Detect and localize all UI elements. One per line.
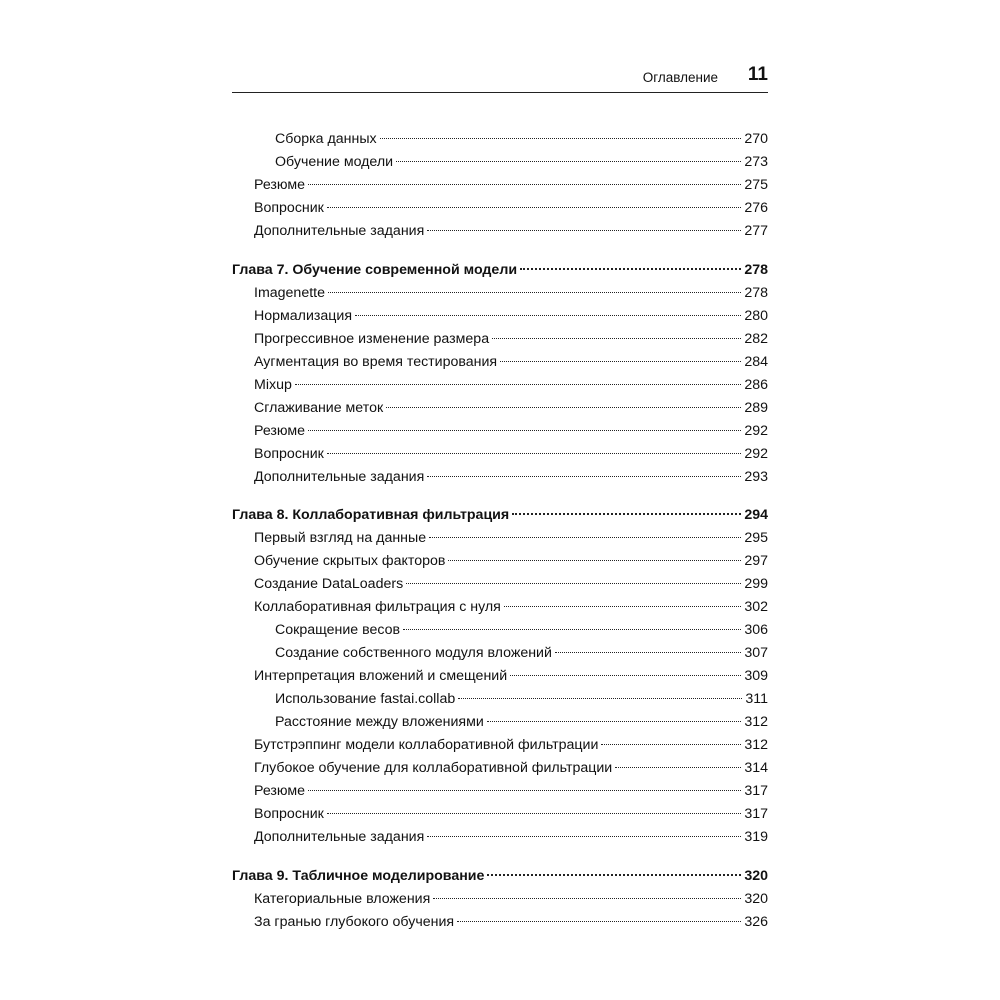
toc-entry [254,597,768,617]
dot-leader [555,652,741,653]
dot-leader [520,268,741,270]
entry-page-number: 278 [744,285,768,301]
dot-leader [457,921,741,922]
toc-entry [275,712,768,732]
toc-entry [254,421,768,441]
entry-page-number: 307 [744,645,768,661]
entry-page-number: 306 [744,622,768,638]
toc-entry [254,329,768,349]
entry-page-number: 284 [744,354,768,370]
entry-page-number: 317 [744,783,768,799]
dot-leader [380,138,742,139]
dot-leader [492,338,741,339]
dot-leader [615,767,741,768]
entry-page-number: 270 [744,131,768,147]
toc-entry [254,467,768,487]
toc-entry [254,306,768,326]
toc-entry [275,643,768,663]
dot-leader [386,407,741,408]
dot-leader [327,207,741,208]
entry-page-number: 273 [744,154,768,170]
entry-title: Интерпретация вложений и смещений [254,668,508,684]
toc-entry [254,827,768,847]
chapter-entry [232,505,768,525]
dot-leader [295,384,741,385]
toc-entry [254,352,768,372]
toc-entry [254,551,768,571]
toc-entry [254,398,768,418]
entry-title: Использование fastai.collab [275,691,456,707]
entry-title: Нормализация [254,308,353,324]
entry-page-number: 275 [744,177,768,193]
toc-entry [254,375,768,395]
toc-entry [254,175,768,195]
entry-title: Резюме [254,423,306,439]
entry-page-number: 326 [744,914,768,930]
chapter-entry [232,260,768,280]
entry-title: За гранью глубокого обучения [254,914,455,930]
dot-leader [429,537,741,538]
entry-page-number: 314 [744,760,768,776]
entry-title: Расстояние между вложениями [275,714,484,730]
dot-leader [601,744,741,745]
entry-page-number: 302 [744,599,768,615]
entry-title: Первый взгляд на данные [254,530,427,546]
page-number: 11 [747,64,768,85]
entry-page-number: 309 [744,668,768,684]
toc-entry [254,666,768,686]
dot-leader [403,629,741,630]
dot-leader [427,476,741,477]
entry-page-number: 320 [744,868,768,884]
entry-title: Глава 7. Обучение современной модели [232,262,518,278]
entry-page-number: 319 [744,829,768,845]
dot-leader [308,790,741,791]
toc-entry [254,889,768,909]
entry-page-number: 294 [744,507,768,523]
entry-title: Категориальные вложения [254,891,431,907]
dot-leader [458,698,742,699]
toc-entry [254,444,768,464]
toc-entry [254,198,768,218]
entry-page-number: 299 [744,576,768,592]
dot-leader [355,315,741,316]
entry-title: Создание DataLoaders [254,576,404,592]
entry-page-number: 297 [744,553,768,569]
dot-leader [433,898,741,899]
dot-leader [504,606,742,607]
toc-entry [254,221,768,241]
entry-title: Прогрессивное изменение размера [254,331,490,347]
entry-title: Глава 8. Коллаборативная фильтрация [232,507,510,523]
entry-title: Обучение модели [275,154,394,170]
entry-page-number: 292 [744,446,768,462]
running-head-title: Оглавление [642,70,718,85]
toc-entry [275,129,768,149]
entry-title: Imagenette [254,285,325,301]
entry-title: Дополнительные задания [254,223,425,239]
entry-title: Резюме [254,177,306,193]
dot-leader [500,361,741,362]
dot-leader [427,836,741,837]
toc-entry [254,574,768,594]
entry-page-number: 295 [744,530,768,546]
entry-page-number: 292 [744,423,768,439]
entry-page-number: 280 [744,308,768,324]
toc-entry [254,528,768,548]
dot-leader [448,560,741,561]
dot-leader [487,721,742,722]
entry-title: Глубокое обучение для коллаборативной фильтрации [254,760,613,776]
toc-entry [275,152,768,172]
entry-page-number: 311 [745,691,768,707]
entry-page-number: 312 [744,714,768,730]
entry-page-number: 282 [744,331,768,347]
toc-entry [275,620,768,640]
dot-leader [427,230,741,231]
toc-entry [254,781,768,801]
entry-title: Mixup [254,377,292,393]
entry-page-number: 293 [744,469,768,485]
entry-page-number: 312 [744,737,768,753]
toc-entry [254,804,768,824]
entry-page-number: 320 [744,891,768,907]
dot-leader [328,292,741,293]
toc-entry [254,735,768,755]
entry-page-number: 286 [744,377,768,393]
entry-title: Вопросник [254,200,324,216]
entry-title: Сокращение весов [275,622,401,638]
entry-title: Резюме [254,783,306,799]
entry-title: Создание собственного модуля вложений [275,645,552,661]
toc-entry [254,912,768,932]
entry-page-number: 317 [744,806,768,822]
entry-title: Вопросник [254,446,324,462]
dot-leader [327,813,741,814]
entry-page-number: 289 [744,400,768,416]
dot-leader [510,675,741,676]
dot-leader [406,583,741,584]
dot-leader [327,453,741,454]
entry-title: Коллаборативная фильтрация с нуля [254,599,501,615]
entry-title: Сглаживание меток [254,400,384,416]
toc-entry [254,283,768,303]
entry-title: Вопросник [254,806,324,822]
entry-title: Глава 9. Табличное моделирование [232,868,485,884]
entry-page-number: 277 [744,223,768,239]
toc-entry [275,689,768,709]
dot-leader [308,184,741,185]
dot-leader [487,874,741,876]
toc-entry [254,758,768,778]
entry-title: Бутстрэппинг модели коллаборативной фильтрации [254,737,599,753]
dot-leader [308,430,741,431]
dot-leader [396,161,741,162]
entry-title: Обучение скрытых факторов [254,553,446,569]
entry-page-number: 276 [744,200,768,216]
chapter-entry [232,866,768,886]
dot-leader [512,513,741,515]
entry-title: Сборка данных [275,131,377,147]
entry-title: Дополнительные задания [254,469,425,485]
entry-title: Дополнительные задания [254,829,425,845]
entry-page-number: 278 [744,262,768,278]
entry-title: Аугментация во время тестирования [254,354,498,370]
